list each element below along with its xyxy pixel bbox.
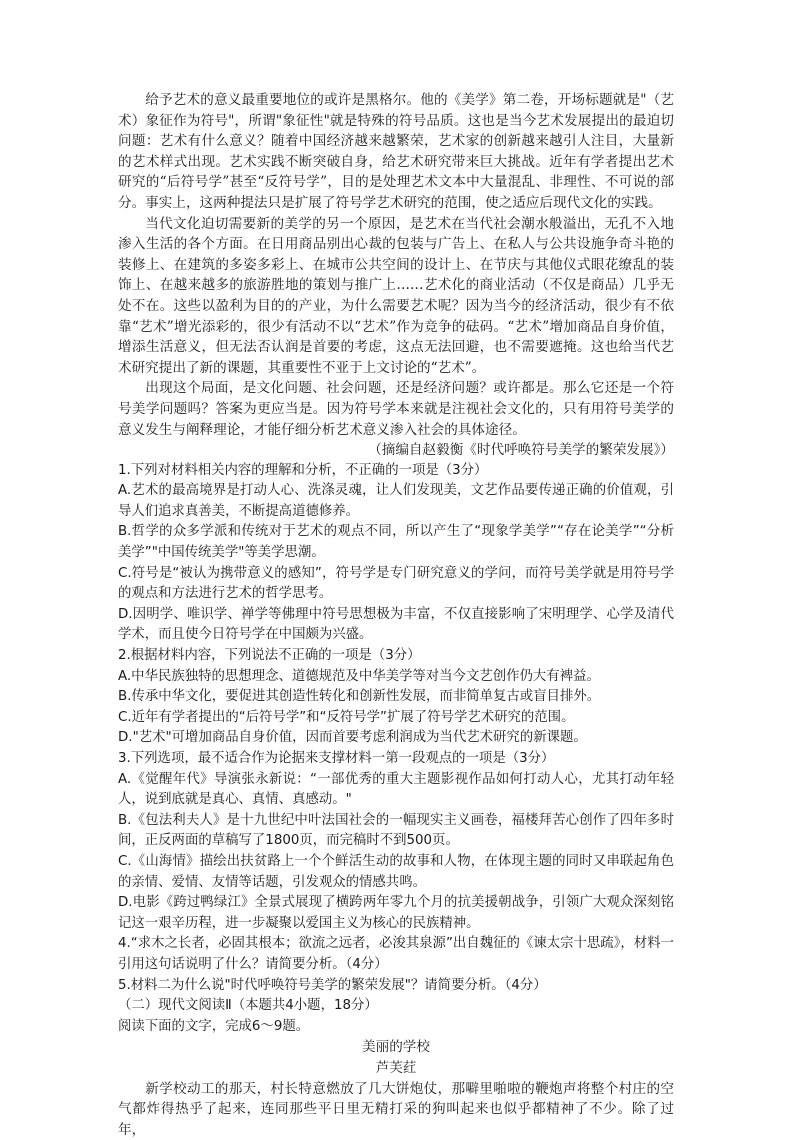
section-heading: （二）现代文阅读Ⅱ（本题共4小题，18分） bbox=[118, 996, 674, 1017]
question-2-option-c: C.近年有学者提出的“后符号学”和“反符号学”扩展了符号学艺术研究的范围。 bbox=[118, 708, 674, 729]
question-2-stem: 2.根据材料内容，下列说法不正确的一项是（3分） bbox=[118, 646, 674, 667]
material-paragraph-3: 出现这个局面，是文化问题、社会问题，还是经济问题？或许都是。那么它还是一个符号美学问题吗？答案为更应当是。因为符号学本来就是注视社会文化的，只有用符号美学的意义发生与阐释理论，才能仔细分析艺术意义渗入社会的具体途径。 bbox=[118, 378, 674, 440]
story-title: 美丽的学校 bbox=[118, 1037, 674, 1058]
story-author: 芦芙荭 bbox=[118, 1058, 674, 1079]
question-1-option-a: A.艺术的最高境界是打动人心、洗涤灵魂，让人们发现美，文艺作品要传递正确的价值观，引导人们追求真善美，不断提高道德修养。 bbox=[118, 481, 674, 522]
question-1-option-c: C.符号是“被认为携带意义的感知”，符号学是专门研究意义的学问，而符号美学就是用符号学的观点和方法进行艺术的哲学思考。 bbox=[118, 564, 674, 605]
question-3-stem: 3.下列选项，最不适合作为论据来支撑材料一第一段观点的一项是（3分） bbox=[118, 749, 674, 770]
question-3-option-d: D.电影《跨过鸭绿江》全景式展现了横跨两年零九个月的抗美援朝战争，引领广大观众深刻铭记这一艰辛历程，进一步凝聚以爱国主义为核心的民族精神。 bbox=[118, 893, 674, 934]
document-page bbox=[118, 90, 674, 1140]
question-3-option-a: A.《觉醒年代》导演张永新说：“一部优秀的重大主题影视作品如何打动人心，尤其打动年轻人，说到底就是真心、真情、真感动。" bbox=[118, 770, 674, 811]
question-3-option-c: C.《山海情》描绘出扶贫路上一个个鲜活生动的故事和人物，在体现主题的同时又串联起角色的亲情、爱情、友情等话题，引发观众的情感共鸣。 bbox=[118, 852, 674, 893]
material-paragraph-1: 给予艺术的意义最重要地位的或许是黑格尔。他的《美学》第二卷，开场标题就是"（艺术）象征作为符号"，所谓"象征性"就是特殊的符号品质。这也是当今艺术发展提出的最迫切问题：艺术有什么意义？随着中国经济越来越繁荣，艺术家的创新越来越引人注目，大量新的艺术样式出现。艺术实践不断突破自身，给艺术研究带来巨大挑战。近年有学者提出艺术研究的“后符号学”甚至“反符号学”，目的是处理艺术文本中大量混乱、非理性、不可说的部分。事实上，这两种提法只是扩展了符号学艺术研究的范围，使之适应后现代文化的实践。 bbox=[118, 90, 674, 214]
question-1-option-b: B.哲学的众多学派和传统对于艺术的观点不同，所以产生了“现象学美学”“存在论美学”“分析美学”"中国传统美学"等美学思潮。 bbox=[118, 522, 674, 563]
question-2-option-a: A.中华民族独特的思想理念、道德规范及中华美学等对当今文艺创作仍大有裨益。 bbox=[118, 667, 674, 688]
question-2-option-d: D."艺术"可增加商品自身价值，因而首要考虑利润成为当代艺术研究的新课题。 bbox=[118, 728, 674, 749]
question-1-stem: 1.下列对材料相关内容的理解和分析，不正确的一项是（3分） bbox=[118, 461, 674, 482]
story-paragraph-1: 新学校动工的那天，村长特意燃放了几大饼炮仗，那噼里啪啦的鞭炮声将整个村庄的空气都炸得热乎了起来，连同那些平日里无精打采的狗叫起来也似乎都精神了不少。除了过年， bbox=[118, 1079, 674, 1140]
material-paragraph-2: 当代文化迫切需要新的美学的另一个原因，是艺术在当代社会潮水般溢出，无孔不入地渗入生活的各个方面。在日用商品别出心裁的包装与广告上、在私人与公共设施争奇斗艳的装修上、在建筑的多姿多彩上、在城市公共空间的设计上、在节庆与其他仪式眼花缭乱的装饰上、在越来越多的旅游胜地的策划与推广上……艺术化的商业活动（不仅是商品）几乎无处不在。这些以盈利为目的的产业，为什么需要艺术呢？因为当今的经济活动，很少有不依靠“艺术”增光添彩的，很少有活动不以“艺术”作为竞争的砝码。“艺术”增加商品自身价值，增添生活意义，但无法否认润是首要的考虑，这点无法回避，也不需要遮掩。这也给当代艺术研究提出了新的课题，其重要性不亚于上文讨论的“艺术”。 bbox=[118, 214, 674, 379]
source-citation: （摘编自赵毅衡《时代呼唤符号美学的繁荣发展》） bbox=[118, 440, 674, 461]
question-4: 4.“求木之长者，必固其根本；欲流之远者，必浚其泉源”出自魏征的《谏太宗十思疏》，材料一引用这句话说明了什么？请简要分析。（4分） bbox=[118, 934, 674, 975]
question-3-option-b: B.《包法利夫人》是十九世纪中叶法国社会的一幅现实主义画卷，福楼拜苦心创作了四年多时间，正反两面的草稿写了1800页，而完稿时不到500页。 bbox=[118, 811, 674, 852]
question-5: 5.材料二为什么说"时代呼唤符号美学的繁荣发展"？请简要分析。（4分） bbox=[118, 976, 674, 997]
question-2-option-b: B.传承中华文化，要促进其创造性转化和创新性发展，而非简单复古或盲目排外。 bbox=[118, 687, 674, 708]
section-instruction: 阅读下面的文字，完成6～9题。 bbox=[118, 1017, 674, 1038]
question-1-option-d: D.因明学、唯识学、禅学等佛理中符号思想极为丰富，不仅直接影响了宋明理学、心学及清代学术，而且使今日符号学在中国颇为兴盛。 bbox=[118, 605, 674, 646]
